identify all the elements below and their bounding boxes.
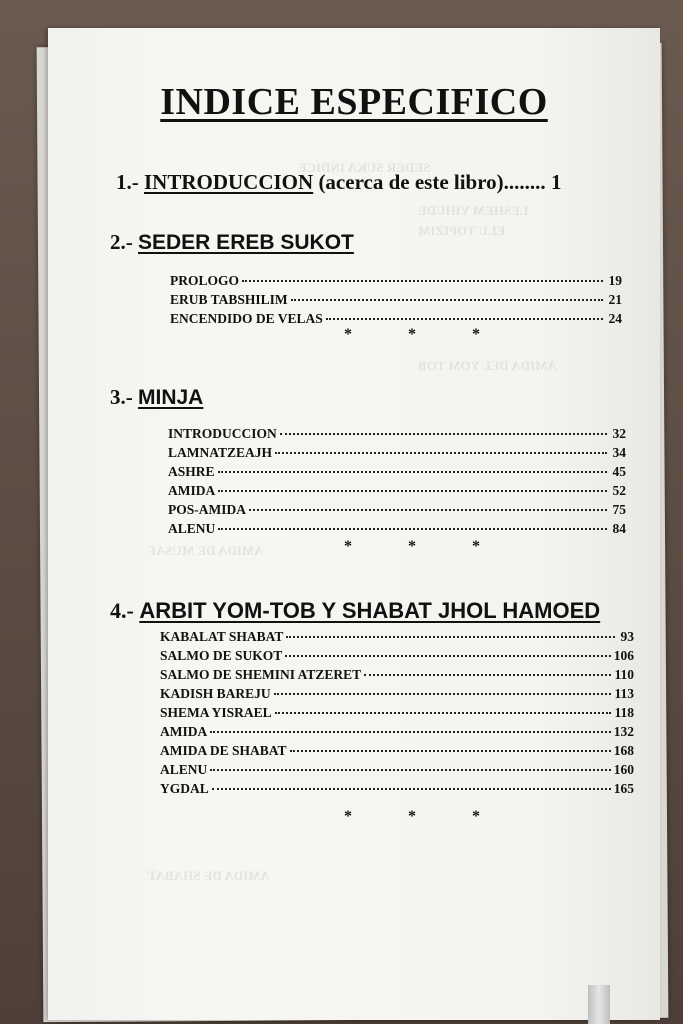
section-heading-minja bbox=[110, 385, 203, 410]
show-through-text: AMIDA DE MUSAF bbox=[148, 543, 264, 558]
show-through-text: LESHEM YIHUDE bbox=[418, 203, 529, 218]
page-title: INDICE ESPECIFICO bbox=[160, 81, 548, 123]
show-through-text: ELU TOPIZIM bbox=[418, 223, 506, 238]
toc-entry: AMIDA 52 bbox=[168, 483, 626, 498]
toc-entry: YGDAL 165 bbox=[160, 781, 634, 796]
section-page: 1 bbox=[550, 170, 562, 194]
toc-entry: POS-AMIDA 75 bbox=[168, 502, 626, 517]
toc-list-arbit-yom-tob bbox=[160, 629, 634, 800]
toc-entry: SALMO DE SUKOT 106 bbox=[160, 648, 634, 663]
toc-entry: LAMNATZEAJH 34 bbox=[168, 445, 626, 460]
toc-list-minja bbox=[168, 426, 626, 540]
show-through-text: AMIDA DEL YOM TOB bbox=[418, 358, 557, 373]
toc-entry: AMIDA DE SHABAT 168 bbox=[160, 743, 634, 758]
toc-entry: ALENU 160 bbox=[160, 762, 634, 777]
toc-list-seder-ereb-sukot bbox=[170, 273, 622, 330]
section-heading-seder-ereb-sukot bbox=[110, 230, 354, 255]
toc-entry: ASHRE 45 bbox=[168, 464, 626, 479]
toc-entry: ERUB TABSHILIM 21 bbox=[170, 292, 622, 307]
section-title: MINJA bbox=[138, 386, 204, 409]
section-note: (acerca de este libro)........ bbox=[318, 170, 546, 194]
book-page bbox=[48, 28, 660, 1020]
toc-entry: KABALAT SHABAT 93 bbox=[160, 629, 634, 644]
toc-entry: ALENU 84 bbox=[168, 521, 626, 536]
toc-entry: SHEMA YISRAEL 118 bbox=[160, 705, 634, 720]
toc-entry: PROLOGO 19 bbox=[170, 273, 622, 288]
section-number: 4.- bbox=[110, 598, 134, 623]
toc-entry: ENCENDIDO DE VELAS 24 bbox=[170, 311, 622, 326]
bookmark-ribbon bbox=[588, 985, 610, 1024]
toc-entry: KADISH BAREJU 113 bbox=[160, 686, 634, 701]
show-through-text: SEDER SUKA INDICE bbox=[298, 160, 431, 175]
toc-entry: INTRODUCCION 32 bbox=[168, 426, 626, 441]
section-number: 1.- bbox=[116, 170, 139, 194]
section-separator: * * * bbox=[344, 808, 506, 825]
section-number: 3.- bbox=[110, 385, 133, 409]
section-heading-arbit-yom-tob bbox=[110, 598, 600, 624]
section-separator: * * * bbox=[344, 538, 506, 555]
section-title: INTRODUCCION bbox=[144, 170, 314, 194]
toc-entry: AMIDA 132 bbox=[160, 724, 634, 739]
section-number: 2.- bbox=[110, 230, 133, 254]
section-separator: * * * bbox=[344, 326, 506, 343]
section-title: SEDER EREB SUKOT bbox=[138, 231, 354, 254]
section-title: ARBIT YOM-TOB Y SHABAT JHOL HAMOED bbox=[139, 598, 601, 623]
toc-entry: SALMO DE SHEMINI ATZERET 110 bbox=[160, 667, 634, 682]
section-introduccion bbox=[116, 170, 561, 195]
show-through-text: AMIDA DE SHABAT bbox=[148, 868, 270, 883]
